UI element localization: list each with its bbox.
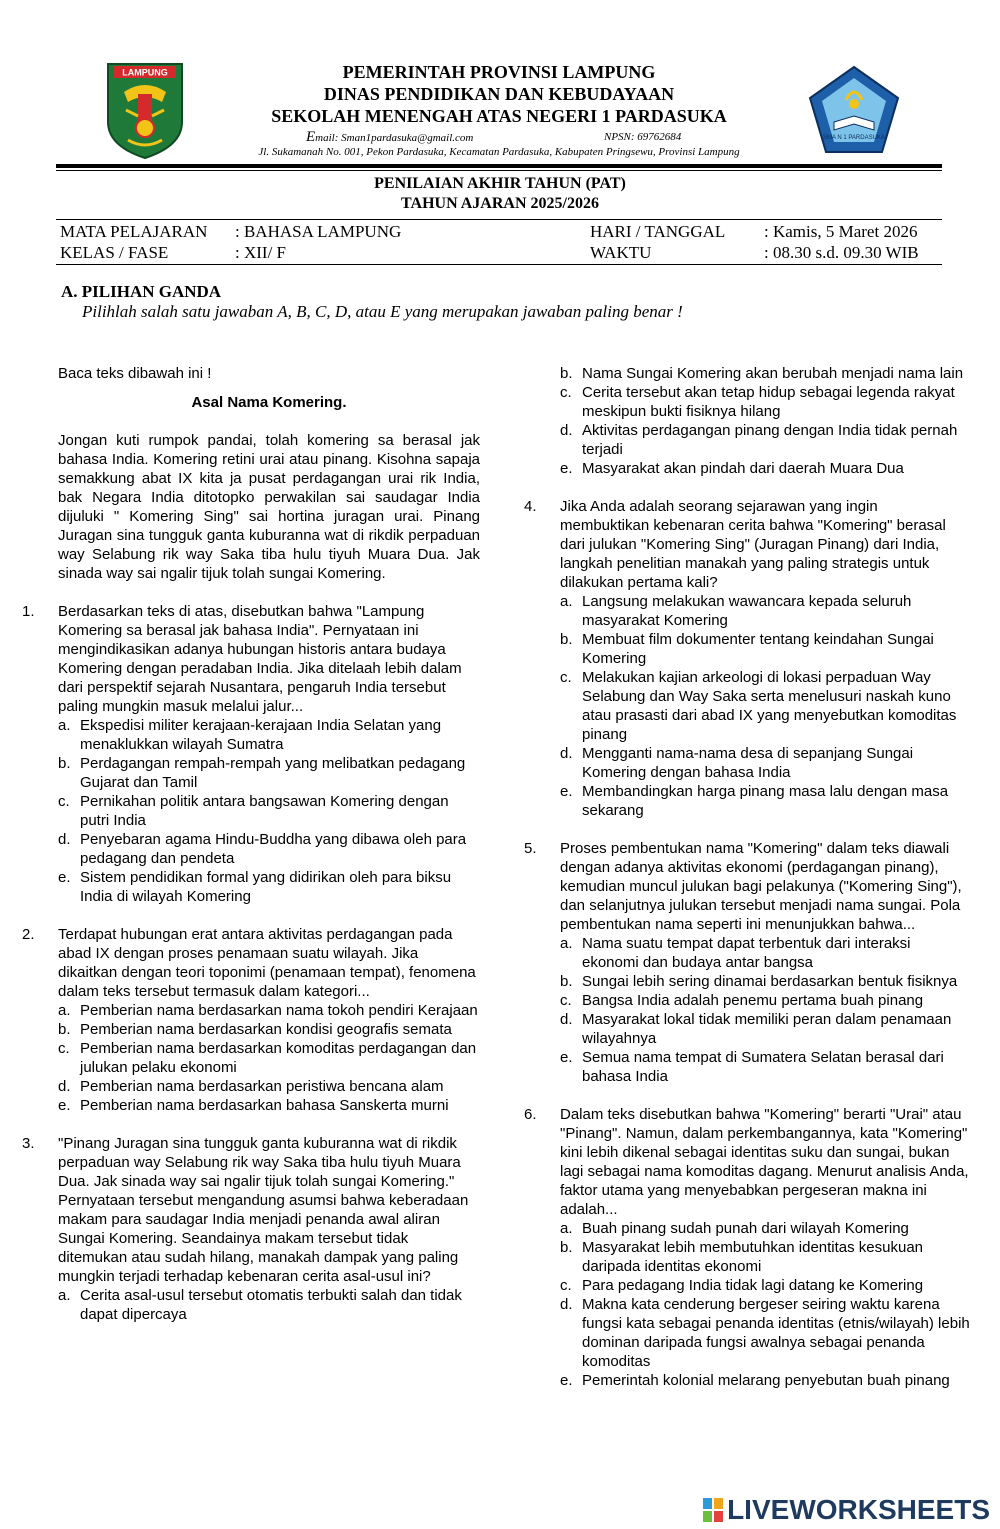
option-letter: b.: [560, 973, 573, 990]
option-text: Pemberian nama berdasarkan bahasa Sanskerta murni: [80, 1097, 449, 1114]
exam-year: TAHUN AJARAN 2025/2026: [401, 195, 599, 212]
question-6: [524, 1105, 970, 1390]
option-text: Nama suatu tempat dapat terbentuk dari interaksi ekonomi dan budaya antar bangsa: [582, 935, 911, 971]
option-letter: e.: [58, 1097, 71, 1114]
option-letter: a.: [560, 935, 573, 952]
answer-option-e[interactable]: [524, 1371, 970, 1390]
option-letter: e.: [560, 1049, 573, 1066]
option-text: Masyarakat lebih membutuhkan identitas kesukuan daripada identitas ekonomi: [582, 1239, 924, 1275]
option-letter: d.: [58, 831, 71, 848]
option-text: Melakukan kajian arkeologi di lokasi perpaduan Way Selabung dan Way Saka serta menelusuri naskah kuno atau prasasti dari abad IX yang menyebutkan komoditas pinang: [582, 669, 957, 743]
answer-option-b[interactable]: [524, 364, 970, 383]
option-letter: d.: [560, 1296, 573, 1313]
option-letter: b.: [560, 631, 573, 648]
answer-option-d[interactable]: [524, 1295, 970, 1371]
option-text: Pemberian nama berdasarkan komoditas perdagangan dan julukan pelaku ekonomi: [80, 1040, 477, 1076]
school-email-initial: E: [306, 129, 316, 145]
option-letter: a.: [58, 1002, 71, 1019]
option-text: Para pedagang India tidak lagi datang ke Komering: [582, 1277, 924, 1294]
question-1: [22, 602, 480, 906]
option-letter: a.: [560, 593, 573, 610]
option-text: Penyebaran agama Hindu-Buddha yang dibawa oleh para pedagang dan pendeta: [80, 831, 467, 867]
option-text: Masyarakat lokal tidak memiliki peran dalam penamaan wilayahnya: [582, 1011, 952, 1047]
option-letter: e.: [58, 869, 71, 886]
option-text: Bangsa India adalah penemu pertama buah pinang: [582, 992, 924, 1009]
option-text: Ekspedisi militer kerajaan-kerajaan India Selatan yang menaklukkan wilayah Sumatra: [80, 717, 442, 753]
left-column: [22, 364, 480, 1324]
class-value: : XII/ F: [235, 243, 286, 262]
answer-option-b[interactable]: [524, 972, 970, 991]
question-number: 2.: [22, 926, 35, 943]
answer-option-c[interactable]: [524, 383, 970, 421]
question-5: [524, 839, 970, 1086]
liveworksheets-wordmark: LIVEWORKSHEETS: [727, 1494, 990, 1525]
option-text: Aktivitas perdagangan pinang dengan India tidak pernah terjadi: [582, 422, 958, 458]
option-letter: e.: [560, 1372, 573, 1389]
question-3-continued-options: [524, 364, 970, 478]
school-npsn: NPSN: 69762684: [604, 131, 682, 143]
day-label: HARI / TANGGAL: [590, 222, 726, 241]
letterhead-divider-thick: [56, 164, 942, 168]
logo-left-label: LAMPUNG: [122, 67, 168, 78]
option-text: Membandingkan harga pinang masa lalu dengan masa sekarang: [582, 783, 949, 819]
option-letter: d.: [560, 422, 573, 439]
reading-title: Asal Nama Komering.: [191, 394, 347, 411]
option-text: Sistem pendidikan formal yang didirikan oleh para biksu India di wilayah Komering: [80, 869, 452, 905]
option-letter: a.: [58, 717, 71, 734]
answer-option-e[interactable]: [22, 1096, 480, 1115]
answer-option-c[interactable]: [524, 991, 970, 1010]
option-letter: c.: [58, 1040, 70, 1057]
answer-option-b[interactable]: [22, 754, 480, 792]
exam-title: PENILAIAN AKHIR TAHUN (PAT): [374, 175, 626, 192]
option-letter: e.: [560, 783, 573, 800]
option-text: Pernikahan politik antara bangsawan Komering dengan putri India: [80, 793, 449, 829]
option-text: Langsung melakukan wawancara kepada seluruh masyarakat Komering: [582, 593, 912, 629]
option-text: Nama Sungai Komering akan berubah menjadi nama lain: [582, 365, 964, 382]
question-3: [22, 1134, 480, 1324]
question-text: "Pinang Juragan sina tungguk ganta kuburanna wat di rikdik perpaduan way Selabung rik way Saka tiba hulu tiyuh Muara Dua. Jak sinada way sai ngalir tijuk tolah sungai Komering." Pernyataan tersebut mengandung asumsi bahwa keberadaan makam para saudagar India menjadi penanda awal aliran Sungai Komering. Seandainya makam tersebut tidak ditemukan atau sudah hilang, manakah dampak yang paling mungkin terjadi terhadap kebenaran cerita asal-usul ini?: [58, 1135, 469, 1285]
question-4: [524, 497, 970, 820]
question-text: Dalam teks disebutkan bahwa "Komering" berarti "Urai" atau "Pinang". Namun, dalam perkembangannya, kata "Komering" kini lebih dikenal sebagai identitas suku dan sungai, bukan lagi sebagai nama komoditas dagang. Menurut analisis Anda, faktor utama yang menyebabkan pergeseran makna ini adalah...: [560, 1106, 969, 1218]
answer-option-a[interactable]: [524, 1219, 970, 1238]
option-text: Cerita asal-usul tersebut otomatis terbukti salah dan tidak dapat dipercaya: [80, 1287, 462, 1323]
answer-option-b[interactable]: [524, 630, 970, 668]
school-email: [306, 129, 473, 146]
option-text: Masyarakat akan pindah dari daerah Muara Dua: [582, 460, 904, 477]
option-letter: c.: [560, 384, 572, 401]
lampung-province-logo: [104, 60, 186, 160]
answer-option-d[interactable]: [22, 1077, 480, 1096]
time-value: : 08.30 s.d. 09.30 WIB: [764, 243, 919, 262]
section-title: A. PILIHAN GANDA: [61, 282, 222, 301]
class-label: KELAS / FASE: [60, 243, 169, 262]
option-text: Membuat film dokumenter tentang keindahan Sungai Komering: [582, 631, 934, 667]
info-divider-bottom: [56, 264, 942, 265]
reading-label: Baca teks dibawah ini !: [58, 365, 212, 382]
day-value: : Kamis, 5 Maret 2026: [764, 222, 918, 241]
option-text: Mengganti nama-nama desa di sepanjang Sungai Komering dengan bahasa India: [582, 745, 914, 781]
option-letter: e.: [560, 460, 573, 477]
option-text: Cerita tersebut akan tetap hidup sebagai legenda rakyat meskipun bukti fisiknya hilang: [582, 384, 955, 420]
liveworksheets-logo[interactable]: [703, 1494, 990, 1526]
question-number: 6.: [524, 1106, 537, 1123]
option-text: Pemerintah kolonial melarang penyebutan buah pinang: [582, 1372, 950, 1389]
answer-option-e[interactable]: [22, 868, 480, 906]
answer-option-b[interactable]: [22, 1020, 480, 1039]
answer-option-d[interactable]: [524, 744, 970, 782]
question-number: 1.: [22, 603, 35, 620]
answer-option-d[interactable]: [524, 1010, 970, 1048]
option-letter: b.: [58, 1021, 71, 1038]
answer-option-a[interactable]: [22, 716, 480, 754]
answer-option-c[interactable]: [22, 792, 480, 830]
letterhead-line-school: SEKOLAH MENENGAH ATAS NEGERI 1 PARDASUKA: [271, 106, 727, 126]
answer-option-e[interactable]: [524, 1048, 970, 1086]
letterhead-line-government: PEMERINTAH PROVINSI LAMPUNG: [342, 62, 656, 82]
answer-option-d[interactable]: [524, 421, 970, 459]
answer-option-d[interactable]: [22, 830, 480, 868]
answer-option-c[interactable]: [524, 1276, 970, 1295]
subject-value: : BAHASA LAMPUNG: [235, 222, 402, 241]
option-letter: b.: [560, 365, 573, 382]
question-text: Jika Anda adalah seorang sejarawan yang ingin membuktikan kebenaran cerita bahwa "Komering" berasal dari julukan "Komering Sing" (Juragan Pinang) dari India, langkah penelitian manakah yang paling strategis untuk dilakukan pertama kali?: [560, 498, 946, 591]
letterhead-line-department: DINAS PENDIDIKAN DAN KEBUDAYAAN: [323, 84, 675, 104]
answer-option-e[interactable]: [524, 782, 970, 820]
question-2: [22, 925, 480, 1115]
option-letter: d.: [58, 1078, 71, 1095]
option-letter: d.: [560, 745, 573, 762]
right-column: [524, 364, 970, 1390]
school-logo: [806, 64, 902, 156]
option-text: Buah pinang sudah punah dari wilayah Komering: [582, 1220, 909, 1237]
option-text: Sungai lebih sering dinamai berdasarkan bentuk fisiknya: [582, 973, 958, 990]
time-label: WAKTU: [590, 243, 652, 262]
reading-passage: Jongan kuti rumpok pandai, tolah komering sa berasal jak bahasa India. Komering retini urai atau pinang. Kisohna sapaja semakkung abat IX kita ja pusat perdagangan urai rik India, bak Negara India ditotopko perwakilan sai saudagar India dijuluki " Komering Sing" sai hortina juragan urai. Pinang Juragan sina tungguk ganta kuburanna wat di rikdik perpaduan way Selabung rik way Saka tiba hulu tiyuh Muara Dua. Jak sinada way sai ngalir tijuk tolah sungai Komering.: [58, 432, 480, 582]
school-email-text: mail: Sman1pardasuka@gmail.com: [315, 132, 474, 144]
option-letter: b.: [560, 1239, 573, 1256]
option-letter: c.: [58, 793, 70, 810]
info-divider-top: [56, 219, 942, 220]
section-instruction: Pilihlah salah satu jawaban A, B, C, D, atau E yang merupakan jawaban paling benar !: [82, 302, 683, 321]
option-letter: b.: [58, 755, 71, 772]
option-text: Makna kata cenderung bergeser seiring waktu karena fungsi kata sebagai penanda identitas (etnis/wilayah) lebih dominan daripada fungsi awalnya sebagai penanda komoditas: [582, 1296, 970, 1370]
option-letter: c.: [560, 1277, 572, 1294]
answer-option-a[interactable]: [524, 934, 970, 972]
logo-right-label: SMA N 1 PARDASUKA: [823, 135, 885, 141]
option-letter: a.: [58, 1287, 71, 1304]
option-letter: c.: [560, 669, 572, 686]
option-text: Semua nama tempat di Sumatera Selatan berasal dari bahasa India: [582, 1049, 944, 1085]
liveworksheets-icon: [703, 1498, 723, 1522]
question-number: 3.: [22, 1135, 35, 1152]
question-text: Berdasarkan teks di atas, disebutkan bahwa "Lampung Komering sa berasal jak bahasa India". Pernyataan ini mengindikasikan adanya hubungan historis antara budaya Komering dengan peradaban India. Jika ditelaah lebih dalam dari perspektif sejarah Nusantara, pengaruh India tersebut paling mungkin masuk melalui jalur...: [58, 603, 462, 715]
option-letter: a.: [560, 1220, 573, 1237]
answer-option-e[interactable]: [524, 459, 970, 478]
question-number: 5.: [524, 840, 537, 857]
answer-option-c[interactable]: [524, 668, 970, 744]
option-text: Pemberian nama berdasarkan nama tokoh pendiri Kerajaan: [80, 1002, 478, 1019]
answer-option-c[interactable]: [22, 1039, 480, 1077]
answer-option-b[interactable]: [524, 1238, 970, 1276]
letterhead-divider-thin: [56, 170, 942, 171]
option-letter: d.: [560, 1011, 573, 1028]
option-text: Pemberian nama berdasarkan peristiwa bencana alam: [80, 1078, 444, 1095]
question-number: 4.: [524, 498, 537, 515]
answer-option-a[interactable]: [22, 1001, 480, 1020]
option-text: Perdagangan rempah-rempah yang melibatkan pedagang Gujarat dan Tamil: [80, 755, 466, 791]
subject-label: MATA PELAJARAN: [60, 222, 208, 241]
answer-option-a[interactable]: [22, 1286, 480, 1324]
option-text: Pemberian nama berdasarkan kondisi geografis semata: [80, 1021, 452, 1038]
school-address: Jl. Sukamanah No. 001, Pekon Pardasuka, Kecamatan Pardasuka, Kabupaten Pringsewu, Provinsi Lampung: [258, 146, 740, 158]
answer-option-a[interactable]: [524, 592, 970, 630]
question-text: Terdapat hubungan erat antara aktivitas perdagangan pada abad IX dengan proses penamaan suatu wilayah. Jika dikaitkan dengan teori toponimi (penamaan tempat), fenomena dalam teks tersebut termasuk dalam kategori...: [58, 926, 476, 1000]
option-letter: c.: [560, 992, 572, 1009]
question-text: Proses pembentukan nama "Komering" dalam teks diawali dengan adanya aktivitas ekonomi (perdagangan pinang), kemudian muncul julukan bagi pelakunya ("Komering Sing"), dan selanjutnya julukan tersebut menjadi nama sungai. Pola pembentukan nama seperti ini menunjukkan bahwa...: [560, 840, 962, 933]
